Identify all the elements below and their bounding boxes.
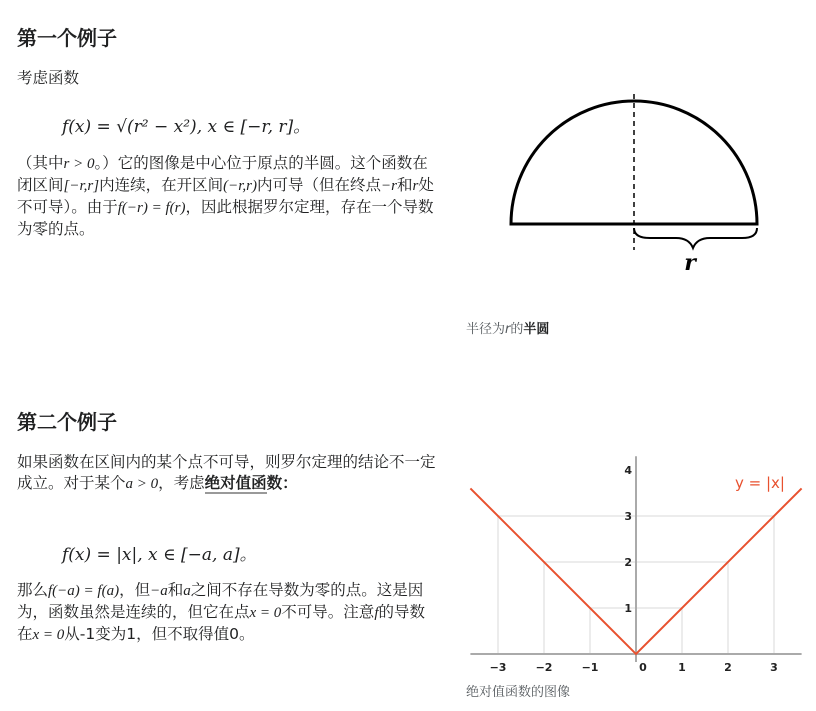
math-inline: x = 0 (249, 605, 282, 621)
semicircle-figure (500, 90, 770, 280)
absolute-value-link[interactable]: 绝对值函 (204, 474, 267, 492)
y-tick-label: 2 (624, 556, 632, 569)
paragraph-example-2a: 如果函数在区间内的某个点不可导，则罗尔定理的结论不一定成立。对于某个a > 0，考虑绝对值函数： (17, 453, 436, 492)
caption-semicircle: 半径为r的半圆 (466, 322, 550, 337)
y-tick-label: 4 (624, 464, 632, 477)
y-tick-label: 1 (624, 602, 632, 615)
text-run: 处不可导）。由于 (17, 176, 434, 216)
text-run: 。）它的图像是中心位于原点的半圆。这个函数在闭区间 (17, 154, 428, 194)
math-inline: [−r,r] (63, 178, 100, 194)
math-inline: a (183, 583, 191, 599)
heading-example-2: 第二个例子 (17, 410, 117, 434)
text-run: ，因此根据罗尔定理，存在一个导数为零的点。 (17, 198, 434, 238)
text-run: 不可导。注意 (281, 603, 375, 621)
formula-abs: f(x) = |x|, x ∈ [−a, a]。 (62, 545, 257, 565)
text-run: ，但 (119, 581, 151, 599)
caption-abs: 绝对值函数的图像 (466, 685, 571, 700)
text-run: 和 (167, 581, 184, 599)
text-run: （其中 (17, 154, 64, 172)
x-tick-label: 3 (770, 661, 778, 674)
x-tick-label: 0 (639, 661, 647, 674)
text-run: 的导数在 (17, 603, 425, 643)
radius-label: r (684, 250, 696, 276)
math-inline: r > 0 (63, 156, 95, 172)
heading-example-1: 第一个例子 (17, 26, 117, 50)
math-inline: x = 0 (32, 627, 65, 643)
text-run: 内可导（但在终点 (256, 176, 381, 194)
paragraph-example-1 (17, 153, 437, 240)
text-run: 之间不存在导数为零的点。这是因为，函数虽然是连续的，但它在点 (17, 581, 424, 621)
text-run: 从-1变为1，但不取得值0。 (64, 625, 255, 643)
radius-brace (634, 228, 757, 248)
intro-text: 考虑函数 (17, 69, 80, 87)
text-run: 和 (396, 176, 413, 194)
math-inline: (−r,r) (223, 178, 257, 194)
x-tick-label: −1 (581, 661, 599, 674)
math-inline: −a (150, 583, 168, 599)
x-tick-label: −3 (489, 661, 507, 674)
math-inline: f(−a) = f(a) (48, 583, 120, 599)
math-inline: f(−r) = f(r) (117, 200, 186, 216)
text-run: 内连续，在开区间 (99, 176, 224, 194)
paragraph-example-2b (17, 580, 437, 646)
math-inline: f (374, 605, 379, 621)
legend-label: y = |x| (735, 474, 785, 492)
math-inline: −r (380, 178, 397, 194)
x-tick-label: 2 (724, 661, 732, 674)
abs-chart (460, 450, 816, 685)
text-run: 那么 (17, 581, 49, 599)
formula-semicircle: f(x) = √(r² − x²), x ∈ [−r, r]。 (62, 117, 311, 137)
y-tick-label: 3 (624, 510, 632, 523)
math-inline: r (412, 178, 419, 194)
x-tick-label: 1 (678, 661, 686, 674)
x-tick-label: −2 (535, 661, 553, 674)
